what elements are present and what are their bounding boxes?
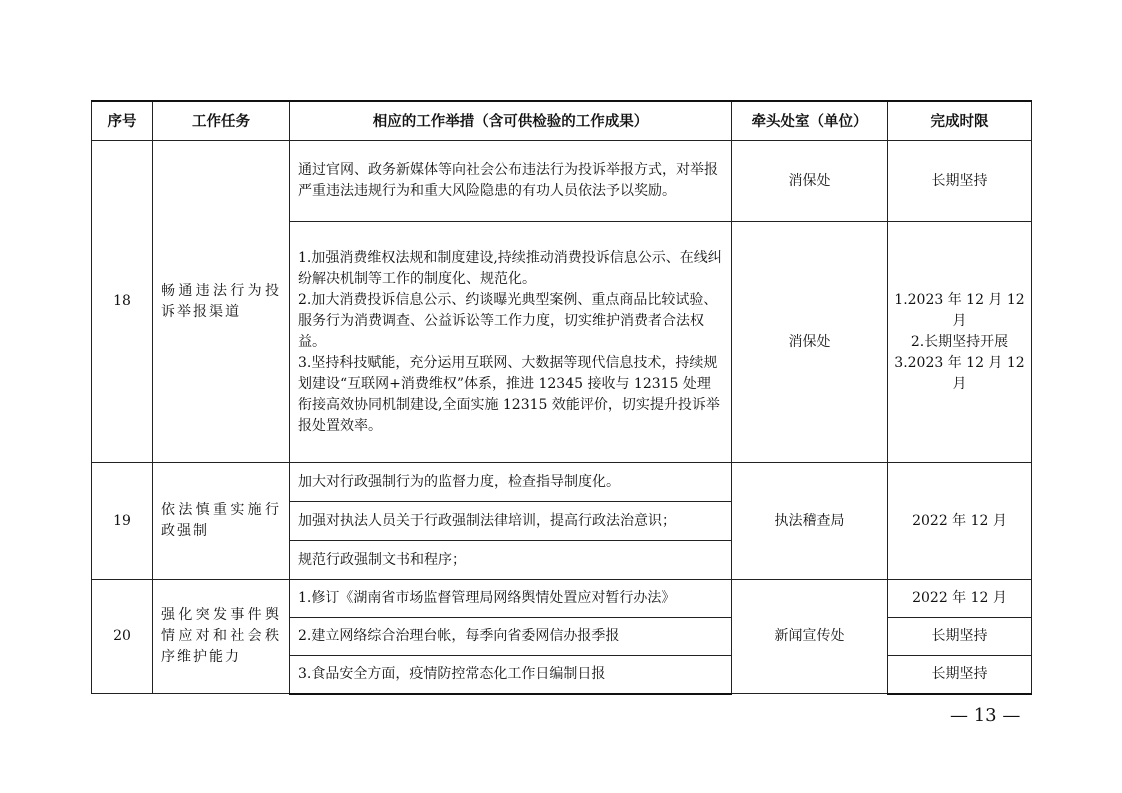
header-dept: 牵头处室（单位）: [732, 101, 888, 141]
header-measures: 相应的工作举措（含可供检验的工作成果）: [290, 101, 732, 141]
header-seq: 序号: [92, 101, 153, 141]
header-deadline: 完成时限: [888, 101, 1032, 141]
row19-measure-3: [290, 541, 732, 580]
row20-measure-1-text: 1.修订《湖南省市场监督管理局网络舆情处置应对暂行办法》: [298, 590, 676, 606]
work-task-table: [91, 100, 1032, 695]
row20-measure-3-text: 3.食品安全方面，疫情防控常态化工作日编制日报: [298, 665, 606, 682]
row20-deadline-1: 2022 年 12 月: [888, 580, 1032, 618]
table-row: [92, 580, 1032, 618]
row18-deadline-2: [888, 222, 1032, 463]
row20-measure-2-text: 2.建立网络综合治理台帐，每季向省委网信办报季报: [298, 628, 620, 644]
row20-measure-1: [290, 580, 732, 618]
row20-deadline-2: 长期坚持: [888, 618, 1032, 656]
document-table-container: [91, 100, 1031, 695]
row18-measure-2-p1: 1.加强消费维权法规和制度建设,持续推动消费投诉信息公示、在线纠纷解决机制等工作的制度化、规范化。: [298, 249, 722, 287]
row18-deadline-1: 长期坚持: [888, 141, 1032, 222]
row18-measure-2: [290, 222, 732, 463]
row19-measure-1: [290, 463, 732, 502]
row19-measure-2-text: 加强对执法人员关于行政强制法律培训，提高行政法治意识；: [298, 512, 676, 529]
row18-deadline-2-l2: 2.长期坚持开展: [910, 333, 1009, 350]
row18-dept-1: 消保处: [732, 141, 888, 222]
row18-measure-2-p3: 3.坚持科技赋能，充分运用互联网、大数据等现代信息技术，持续规划建设“互联网+消费维权”体系，推进 12345 接收与 12315 处理衔接高效协同机制建设,全面实施 12315 效能评价，切实提升投诉举报处置效率。: [298, 354, 720, 434]
row20-deadline-3: 长期坚持: [888, 656, 1032, 694]
row19-measure-1-text: 加大对行政强制行为的监督力度，检查指导制度化。: [298, 473, 620, 490]
row19-seq: 19: [92, 463, 153, 580]
row20-dept: 新闻宣传处: [732, 580, 888, 694]
row19-dept: 执法稽查局: [732, 463, 888, 580]
row18-deadline-2-l1: 1.2023 年 12 月 12 月: [894, 291, 1025, 329]
header-task: 工作任务: [153, 101, 290, 141]
row20-measure-3: [290, 656, 732, 694]
row20-measure-2: [290, 618, 732, 656]
row18-seq: 18: [92, 141, 153, 463]
row18-deadline-2-l3: 3.2023 年 12 月 12 月: [894, 354, 1025, 392]
row19-deadline: 2022 年 12 月: [888, 463, 1032, 580]
row19-measure-2: [290, 502, 732, 541]
table-row: [92, 463, 1032, 502]
row19-task: 依法慎重实施行政强制: [153, 463, 290, 580]
row18-measure-2-p2: 2.加大消费投诉信息公示、约谈曝光典型案例、重点商品比较试验、服务行为消费调查、公益诉讼等工作力度，切实维护消费者合法权益。: [298, 291, 718, 350]
table-row: [92, 141, 1032, 222]
row20-task: 强化突发事件舆情应对和社会秩序维护能力: [153, 580, 290, 694]
row18-measure-1-text: 通过官网、政务新媒体等向社会公布违法行为投诉举报方式，对举报严重违法违规行为和重大风险隐患的有功人员依法予以奖励。: [298, 162, 718, 199]
row18-task: 畅通违法行为投诉举报渠道: [153, 141, 290, 463]
row18-measure-1: [290, 141, 732, 222]
row19-measure-3-text: 规范行政强制文书和程序；: [298, 551, 466, 568]
row20-seq: 20: [92, 580, 153, 694]
table-header-row: [92, 101, 1032, 141]
page-number: — 13 —: [950, 705, 1021, 726]
row18-dept-2: 消保处: [732, 222, 888, 463]
